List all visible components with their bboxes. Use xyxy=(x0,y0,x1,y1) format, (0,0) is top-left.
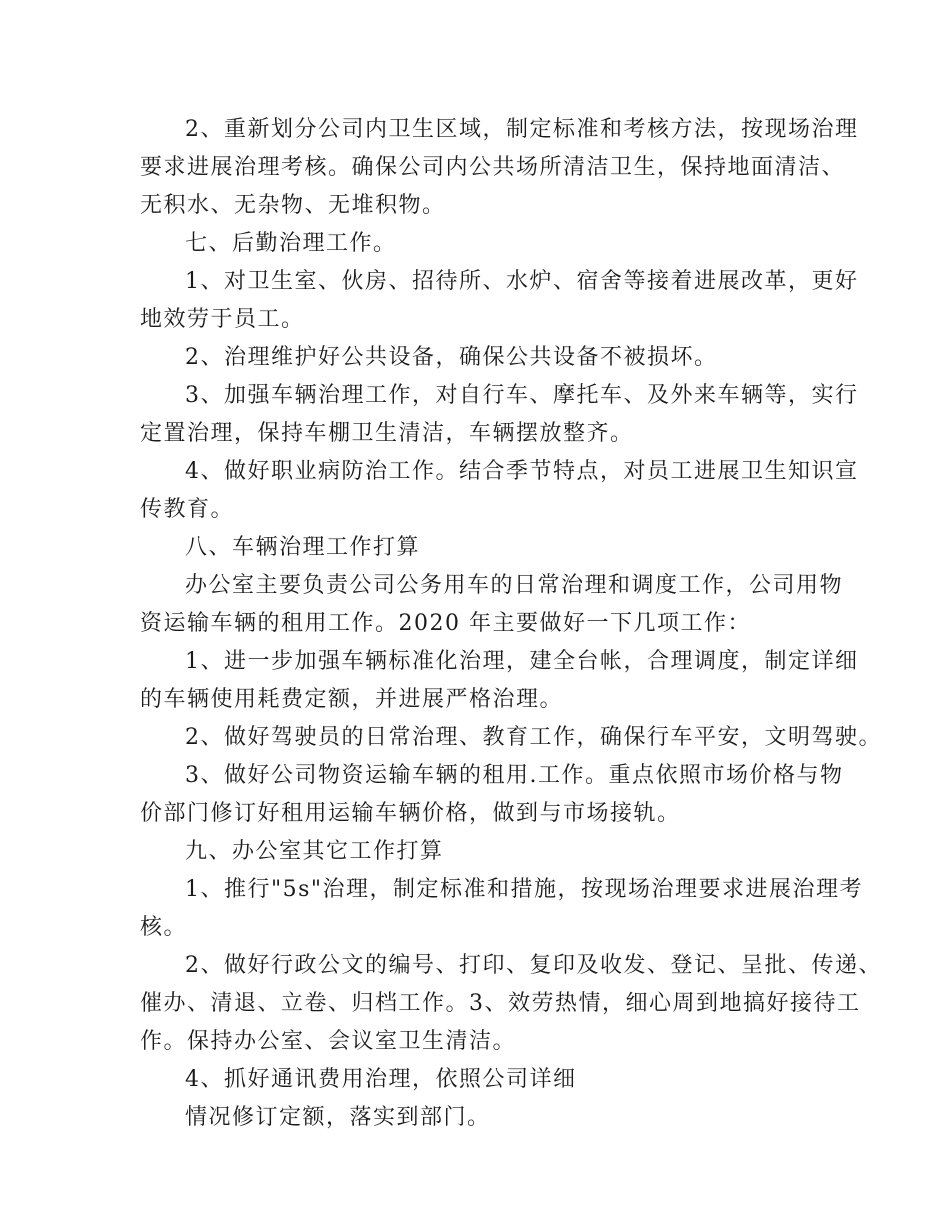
text-line: 办公室主要负责公司公务用车的日常治理和调度工作，公司用物 xyxy=(185,573,844,598)
text-line: 作。保持办公室、会议室卫生清洁。 xyxy=(140,1029,517,1054)
text-line: 催办、清退、立卷、归档工作。3、效劳热情，细心周到地搞好接待工 xyxy=(140,991,861,1016)
text-line: 九、办公室其它工作打算 xyxy=(185,839,444,864)
text-line: 1、对卫生室、伙房、招待所、水炉、宿舍等接着进展改革，更好 xyxy=(185,269,859,294)
text-line: 核。 xyxy=(140,915,188,940)
text-line: 2、做好驾驶员的日常治理、教育工作，确保行车平安，文明驾驶。 xyxy=(185,725,882,750)
text-line: 4、做好职业病防治工作。结合季节特点，对员工进展卫生知识宣 xyxy=(185,459,859,484)
text-line: 八、车辆治理工作打算 xyxy=(185,535,421,560)
text-line: 2、治理维护好公共设备，确保公共设备不被损坏。 xyxy=(185,345,718,370)
document-body xyxy=(140,111,882,1137)
text-line: 3、做好公司物资运输车辆的租用.工作。重点依照市场价格与物 xyxy=(185,763,844,788)
text-line: 资运输车辆的租用工作。2020 年主要做好一下几项工作： xyxy=(140,611,751,636)
text-line: 要求进展治理考核。确保公司内公共场所清洁卫生，保持地面清洁、 xyxy=(140,155,846,180)
text-line: 4、抓好通讯费用治理，依照公司详细 xyxy=(185,1067,577,1092)
text-line: 3、加强车辆治理工作，对自行车、摩托车、及外来车辆等，实行 xyxy=(185,383,859,408)
text-line: 情况修订定额，落实到部门。 xyxy=(185,1105,491,1130)
text-line: 无积水、无杂物、无堆积物。 xyxy=(140,193,446,218)
text-line: 七、后勤治理工作。 xyxy=(185,231,397,256)
text-line: 1、推行"5s"治理，制定标准和措施，按现场治理要求进展治理考 xyxy=(185,877,864,902)
text-line: 定置治理，保持车棚卫生清洁，车辆摆放整齐。 xyxy=(140,421,634,446)
text-line: 1、进一步加强车辆标准化治理，建全台帐，合理调度，制定详细 xyxy=(185,649,859,674)
text-line: 2、做好行政公文的编号、打印、复印及收发、登记、呈批、传递、 xyxy=(185,953,882,978)
text-line: 2、重新划分公司内卫生区域，制定标准和考核方法，按现场治理 xyxy=(185,117,859,142)
text-line: 价部门修订好租用运输车辆价格，做到与市场接轨。 xyxy=(140,801,681,826)
text-line: 的车辆使用耗费定额，并进展严格治理。 xyxy=(140,687,564,712)
text-line: 传教育。 xyxy=(140,497,235,522)
text-line: 地效劳于员工。 xyxy=(140,307,305,332)
